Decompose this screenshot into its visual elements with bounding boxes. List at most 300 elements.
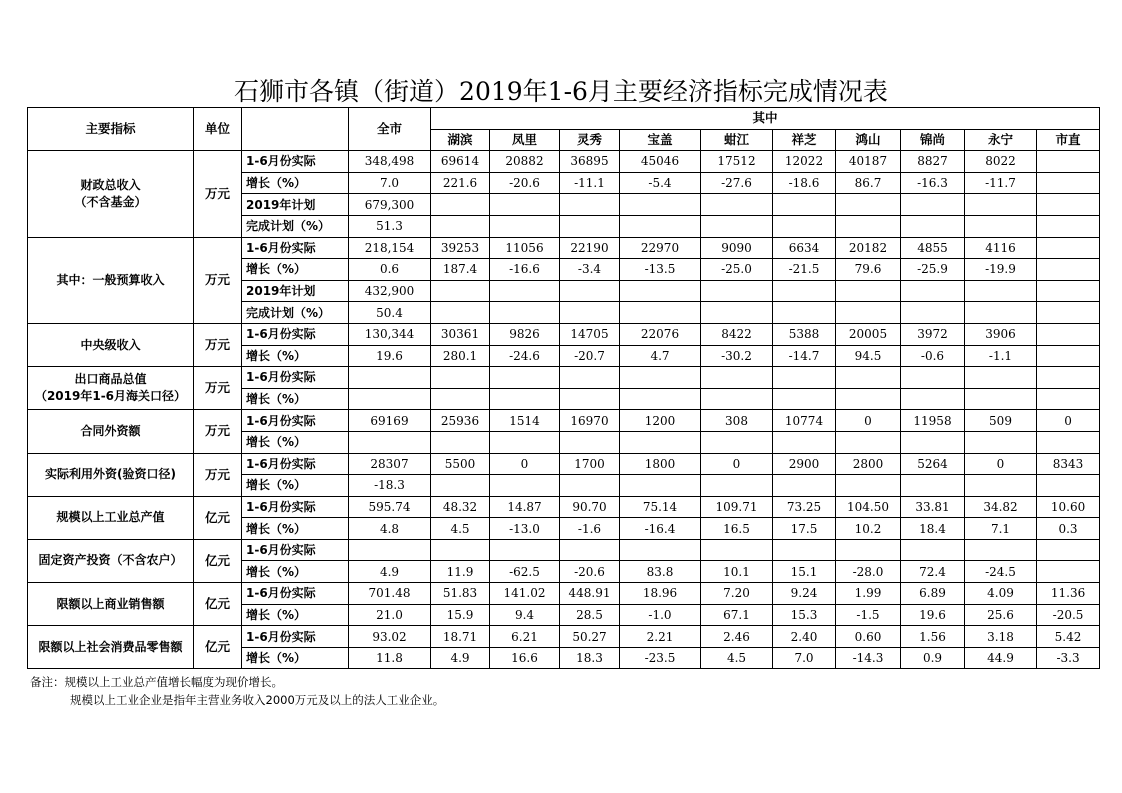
town-value: -20.6 (490, 172, 560, 194)
table-row (28, 367, 1100, 389)
town-value (560, 539, 620, 561)
town-value: 5500 (431, 453, 490, 475)
header-town: 湖滨 (431, 129, 490, 151)
town-value: -28.0 (836, 561, 901, 583)
indicator-name-line: 中央级收入 (80, 337, 141, 352)
town-value (1037, 345, 1100, 367)
town-value (901, 194, 965, 216)
town-value: 2.46 (701, 626, 773, 648)
row-label: 增长（%） (242, 561, 349, 583)
town-value: -1.1 (965, 345, 1037, 367)
town-value: 4.09 (965, 583, 1037, 605)
town-value (560, 194, 620, 216)
header-row (28, 108, 1100, 130)
town-value: -1.6 (560, 518, 620, 540)
row-label: 增长（%） (242, 604, 349, 626)
town-value (431, 280, 490, 302)
town-value: -5.4 (620, 172, 701, 194)
town-value (701, 215, 773, 237)
row-label: 1-6月份实际 (242, 151, 349, 173)
town-value: -14.7 (773, 345, 836, 367)
town-value (965, 302, 1037, 324)
total-value: 0.6 (349, 259, 431, 281)
row-label: 增长（%） (242, 475, 349, 497)
header-group: 其中 (431, 108, 1100, 130)
town-value: 34.82 (965, 496, 1037, 518)
town-value: -25.9 (901, 259, 965, 281)
town-value (490, 302, 560, 324)
indicator-name (28, 496, 194, 539)
town-value (965, 194, 1037, 216)
row-label: 增长（%） (242, 172, 349, 194)
indicator-name-line: 实际利用外资(验资口径) (45, 467, 176, 482)
town-value: 67.1 (701, 604, 773, 626)
town-value: 0 (1037, 410, 1100, 432)
town-value: -14.3 (836, 647, 901, 669)
town-value: 9826 (490, 323, 560, 345)
town-value: -20.5 (1037, 604, 1100, 626)
town-value (965, 280, 1037, 302)
town-value (431, 194, 490, 216)
header-blank (242, 108, 349, 151)
town-value: -21.5 (773, 259, 836, 281)
town-value: 79.6 (836, 259, 901, 281)
town-value: -27.6 (701, 172, 773, 194)
indicator-name (28, 367, 194, 410)
indicator-unit: 亿元 (194, 496, 242, 539)
indicator-name-line: 出口商品总值 (74, 372, 147, 387)
town-value: 33.81 (901, 496, 965, 518)
town-value (901, 367, 965, 389)
town-value: 2.40 (773, 626, 836, 648)
town-value (1037, 259, 1100, 281)
town-value (773, 539, 836, 561)
town-value (836, 280, 901, 302)
total-value: 93.02 (349, 626, 431, 648)
town-value (773, 215, 836, 237)
town-value: 17512 (701, 151, 773, 173)
town-value: -0.6 (901, 345, 965, 367)
indicator-name-line: （2019年1-6月海关口径） (34, 389, 187, 404)
town-value: 10774 (773, 410, 836, 432)
town-value (620, 302, 701, 324)
town-value (836, 388, 901, 410)
header-town: 凤里 (490, 129, 560, 151)
town-value: 73.25 (773, 496, 836, 518)
town-value: 4.5 (431, 518, 490, 540)
town-value: 280.1 (431, 345, 490, 367)
total-value: 21.0 (349, 604, 431, 626)
town-value: 12022 (773, 151, 836, 173)
town-value (431, 215, 490, 237)
town-value: 51.83 (431, 583, 490, 605)
town-value: 3906 (965, 323, 1037, 345)
indicator-unit: 万元 (194, 237, 242, 323)
footnote-1: 备注：规模以上工业总产值增长幅度为现价增长。 (30, 675, 283, 689)
town-value: -30.2 (701, 345, 773, 367)
town-value (773, 388, 836, 410)
town-value: 1.56 (901, 626, 965, 648)
town-value: 7.1 (965, 518, 1037, 540)
town-value: 11056 (490, 237, 560, 259)
row-label: 1-6月份实际 (242, 410, 349, 432)
table-body (28, 108, 1100, 669)
town-value: 18.71 (431, 626, 490, 648)
town-value: 8343 (1037, 453, 1100, 475)
header-unit: 单位 (194, 108, 242, 151)
town-value (701, 431, 773, 453)
town-value (836, 302, 901, 324)
indicator-unit: 万元 (194, 323, 242, 366)
town-value: 0.3 (1037, 518, 1100, 540)
header-total: 全市 (349, 108, 431, 151)
town-value: 4855 (901, 237, 965, 259)
town-value: 28.5 (560, 604, 620, 626)
town-value: 9.4 (490, 604, 560, 626)
town-value (901, 215, 965, 237)
header-town: 祥芝 (773, 129, 836, 151)
town-value (560, 431, 620, 453)
row-label: 1-6月份实际 (242, 237, 349, 259)
header-indicator: 主要指标 (28, 108, 194, 151)
town-value: 0.60 (836, 626, 901, 648)
town-value (773, 194, 836, 216)
town-value (560, 215, 620, 237)
total-value: 4.8 (349, 518, 431, 540)
town-value (1037, 302, 1100, 324)
town-value (1037, 237, 1100, 259)
table-row (28, 539, 1100, 561)
town-value: 3972 (901, 323, 965, 345)
town-value (620, 431, 701, 453)
row-label: 1-6月份实际 (242, 583, 349, 605)
indicator-unit: 亿元 (194, 626, 242, 669)
total-value: 28307 (349, 453, 431, 475)
town-value: 15.3 (773, 604, 836, 626)
table-row (28, 626, 1100, 648)
town-value (701, 475, 773, 497)
indicator-name (28, 626, 194, 669)
town-value: 94.5 (836, 345, 901, 367)
town-value: 1514 (490, 410, 560, 432)
town-value: 18.96 (620, 583, 701, 605)
town-value (965, 388, 1037, 410)
indicator-name-line: 限额以上社会消费品零售额 (38, 639, 183, 654)
indicator-name-line: 合同外资额 (80, 423, 141, 438)
town-value (560, 280, 620, 302)
town-value (836, 194, 901, 216)
town-value (620, 388, 701, 410)
row-label: 增长（%） (242, 518, 349, 540)
town-value: -3.4 (560, 259, 620, 281)
indicator-name-line: （不含基金） (74, 194, 147, 209)
town-value (1037, 431, 1100, 453)
header-town: 锦尚 (901, 129, 965, 151)
town-value (490, 280, 560, 302)
town-value: 15.9 (431, 604, 490, 626)
town-value (1037, 561, 1100, 583)
town-value (1037, 215, 1100, 237)
town-value (965, 431, 1037, 453)
total-value: 595.74 (349, 496, 431, 518)
row-label: 增长（%） (242, 388, 349, 410)
town-value: 4.5 (701, 647, 773, 669)
town-value (965, 215, 1037, 237)
town-value (620, 367, 701, 389)
total-value: 348,498 (349, 151, 431, 173)
indicator-name (28, 539, 194, 582)
town-value (701, 539, 773, 561)
total-value: 7.0 (349, 172, 431, 194)
footnotes (30, 673, 444, 709)
town-value (965, 475, 1037, 497)
town-value: 0 (490, 453, 560, 475)
town-value: 448.91 (560, 583, 620, 605)
town-value: -1.5 (836, 604, 901, 626)
town-value: 5264 (901, 453, 965, 475)
town-value (836, 431, 901, 453)
indicator-table (27, 107, 1100, 669)
town-value: -16.3 (901, 172, 965, 194)
total-value: 4.9 (349, 561, 431, 583)
town-value: 22190 (560, 237, 620, 259)
town-value (773, 367, 836, 389)
row-label: 增长（%） (242, 259, 349, 281)
header-town: 鸿山 (836, 129, 901, 151)
town-value: 0 (836, 410, 901, 432)
town-value: 11958 (901, 410, 965, 432)
indicator-name-line: 规模以上工业总产值 (56, 510, 165, 525)
town-value (901, 539, 965, 561)
town-value: -19.9 (965, 259, 1037, 281)
indicator-name (28, 323, 194, 366)
row-label: 增长（%） (242, 431, 349, 453)
town-value (490, 215, 560, 237)
indicator-unit: 亿元 (194, 539, 242, 582)
town-value: 48.32 (431, 496, 490, 518)
town-value (901, 280, 965, 302)
town-value: 0.9 (901, 647, 965, 669)
table-row (28, 323, 1100, 345)
town-value: -23.5 (620, 647, 701, 669)
town-value: 5388 (773, 323, 836, 345)
town-value: 25.6 (965, 604, 1037, 626)
town-value: 36895 (560, 151, 620, 173)
town-value (773, 280, 836, 302)
town-value: 86.7 (836, 172, 901, 194)
town-value: 1700 (560, 453, 620, 475)
town-value: 83.8 (620, 561, 701, 583)
town-value (773, 302, 836, 324)
town-value (836, 475, 901, 497)
town-value: 45046 (620, 151, 701, 173)
town-value: -3.3 (1037, 647, 1100, 669)
table-row (28, 453, 1100, 475)
town-value: 90.70 (560, 496, 620, 518)
town-value: -24.6 (490, 345, 560, 367)
total-value: 51.3 (349, 215, 431, 237)
town-value: 10.1 (701, 561, 773, 583)
town-value: -18.6 (773, 172, 836, 194)
town-value: 50.27 (560, 626, 620, 648)
town-value: 14.87 (490, 496, 560, 518)
town-value: 16970 (560, 410, 620, 432)
town-value (620, 194, 701, 216)
town-value: 5.42 (1037, 626, 1100, 648)
town-value: 3.18 (965, 626, 1037, 648)
town-value (490, 475, 560, 497)
header-town: 灵秀 (560, 129, 620, 151)
town-value: -20.7 (560, 345, 620, 367)
town-value: 104.50 (836, 496, 901, 518)
header-town: 蚶江 (701, 129, 773, 151)
town-value: 9.24 (773, 583, 836, 605)
town-value: 6634 (773, 237, 836, 259)
total-value: 218,154 (349, 237, 431, 259)
indicator-name (28, 151, 194, 237)
town-value: 20882 (490, 151, 560, 173)
town-value: 6.89 (901, 583, 965, 605)
row-label: 增长（%） (242, 647, 349, 669)
indicator-name (28, 453, 194, 496)
town-value (1037, 172, 1100, 194)
total-value (349, 367, 431, 389)
town-value: 7.0 (773, 647, 836, 669)
town-value (431, 367, 490, 389)
town-value (701, 302, 773, 324)
total-value: 701.48 (349, 583, 431, 605)
table-row (28, 151, 1100, 173)
table-row (28, 496, 1100, 518)
town-value: -13.0 (490, 518, 560, 540)
header-town: 永宁 (965, 129, 1037, 151)
indicator-unit: 万元 (194, 151, 242, 237)
town-value (701, 367, 773, 389)
town-value: 16.6 (490, 647, 560, 669)
town-value (836, 367, 901, 389)
indicator-unit: 万元 (194, 453, 242, 496)
town-value: 0 (965, 453, 1037, 475)
total-value: 69169 (349, 410, 431, 432)
town-value (1037, 280, 1100, 302)
town-value (901, 302, 965, 324)
town-value: 4.9 (431, 647, 490, 669)
town-value: 19.6 (901, 604, 965, 626)
indicator-unit: 万元 (194, 367, 242, 410)
town-value: 1.99 (836, 583, 901, 605)
indicator-name (28, 583, 194, 626)
town-value (1037, 475, 1100, 497)
town-value (431, 302, 490, 324)
row-label: 1-6月份实际 (242, 496, 349, 518)
town-value (431, 539, 490, 561)
town-value (901, 431, 965, 453)
total-value: 432,900 (349, 280, 431, 302)
total-value (349, 431, 431, 453)
town-value: 8022 (965, 151, 1037, 173)
town-value: 8827 (901, 151, 965, 173)
town-value: -24.5 (965, 561, 1037, 583)
row-label: 2019年计划 (242, 194, 349, 216)
town-value (773, 431, 836, 453)
total-value: 50.4 (349, 302, 431, 324)
town-value (560, 367, 620, 389)
town-value: 72.4 (901, 561, 965, 583)
town-value (1037, 194, 1100, 216)
town-value: 25936 (431, 410, 490, 432)
town-value: -11.1 (560, 172, 620, 194)
town-value: 15.1 (773, 561, 836, 583)
town-value: 221.6 (431, 172, 490, 194)
row-label: 1-6月份实际 (242, 367, 349, 389)
town-value (560, 475, 620, 497)
town-value: 109.71 (701, 496, 773, 518)
row-label: 增长（%） (242, 345, 349, 367)
town-value (490, 539, 560, 561)
town-value (620, 539, 701, 561)
town-value: -16.4 (620, 518, 701, 540)
total-value: 679,300 (349, 194, 431, 216)
town-value: -1.0 (620, 604, 701, 626)
town-value: 2.21 (620, 626, 701, 648)
town-value (901, 475, 965, 497)
town-value (560, 302, 620, 324)
total-value (349, 388, 431, 410)
town-value: 2800 (836, 453, 901, 475)
town-value (490, 367, 560, 389)
town-value (1037, 388, 1100, 410)
town-value: 1200 (620, 410, 701, 432)
total-value: 11.8 (349, 647, 431, 669)
town-value (620, 215, 701, 237)
row-label: 1-6月份实际 (242, 626, 349, 648)
town-value: 4116 (965, 237, 1037, 259)
town-value: 18.3 (560, 647, 620, 669)
town-value: 11.36 (1037, 583, 1100, 605)
row-label: 完成计划（%） (242, 302, 349, 324)
town-value: 10.60 (1037, 496, 1100, 518)
town-value (490, 388, 560, 410)
town-value (965, 367, 1037, 389)
row-label: 1-6月份实际 (242, 539, 349, 561)
town-value (490, 431, 560, 453)
town-value: 0 (701, 453, 773, 475)
town-value (560, 388, 620, 410)
header-town: 宝盖 (620, 129, 701, 151)
indicator-name (28, 410, 194, 453)
town-value: 11.9 (431, 561, 490, 583)
town-value: 4.7 (620, 345, 701, 367)
row-label: 完成计划（%） (242, 215, 349, 237)
total-value: -18.3 (349, 475, 431, 497)
town-value: 20005 (836, 323, 901, 345)
footnote-2: 规模以上工业企业是指年主营业务收入2000万元及以上的法人工业企业。 (70, 693, 445, 707)
indicator-name-line: 其中：一般预算收入 (56, 272, 165, 287)
town-value: 17.5 (773, 518, 836, 540)
town-value (431, 388, 490, 410)
town-value (836, 539, 901, 561)
town-value: 16.5 (701, 518, 773, 540)
town-value (701, 388, 773, 410)
town-value: -62.5 (490, 561, 560, 583)
town-value (1037, 323, 1100, 345)
town-value: 7.20 (701, 583, 773, 605)
report-title: 石狮市各镇（街道）2019年1-6月主要经济指标完成情况表 (234, 77, 888, 106)
town-value (490, 194, 560, 216)
town-value: 20182 (836, 237, 901, 259)
town-value (1037, 151, 1100, 173)
town-value: -25.0 (701, 259, 773, 281)
